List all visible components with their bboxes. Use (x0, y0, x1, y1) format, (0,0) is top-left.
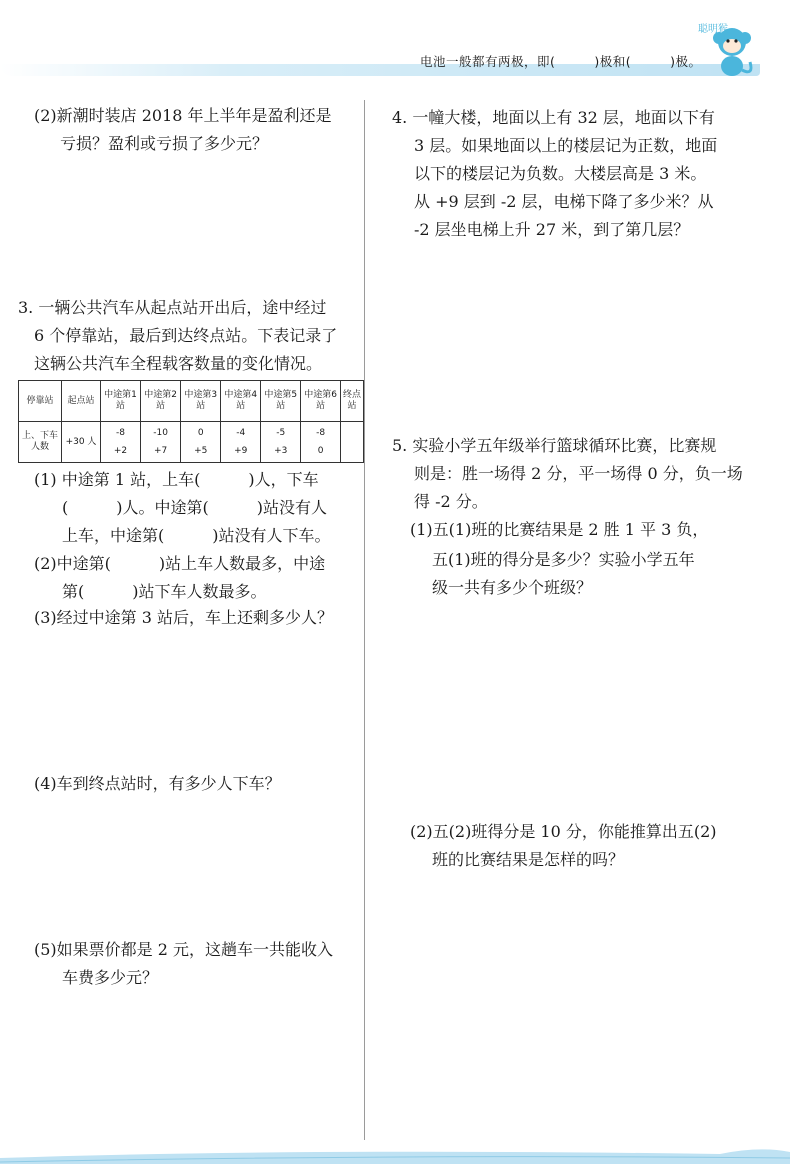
q3-5-line1: (5)如果票价都是 2 元，这趟车一共能收入 (34, 940, 334, 959)
q3-1-line2: ( )人。中途第( )站没有人 (62, 498, 327, 517)
q4-line3: 以下的楼层记为负数。大楼层高是 3 米。 (414, 164, 707, 183)
cell-off: -5 (276, 428, 286, 438)
table-header-cell: 中途第6站 (301, 381, 341, 422)
q5-1-line1: (1)五(1)班的比赛结果是 2 胜 1 平 3 负， (410, 520, 709, 539)
table-cell-start: +30 人 (62, 422, 101, 463)
table-header-cell: 中途第5站 (261, 381, 301, 422)
table-header-cell: 中途第4站 (221, 381, 261, 422)
cell-on: +7 (153, 446, 168, 456)
header-tip: 电池一般都有两极，即( )极和( )极。 (420, 54, 702, 69)
cell-off: 0 (197, 428, 204, 438)
q3-line1: 3. 一辆公共汽车从起点站开出后，途中经过 (18, 298, 327, 317)
q3-1-line3: 上车，中途第( )站没有人下车。 (62, 526, 331, 545)
cell-off: -8 (316, 428, 326, 438)
table-row (19, 422, 364, 463)
cell-off: -10 (153, 428, 168, 438)
q4-line2: 3 层。如果地面以上的楼层记为正数，地面 (414, 136, 718, 155)
table-header-cell: 中途第3站 (181, 381, 221, 422)
q4-line4: 从 +9 层到 -2 层，电梯下降了多少米？从 (414, 192, 714, 211)
q3-line2: 6 个停靠站，最后到达终点站。下表记录了 (34, 326, 338, 345)
q2-2-line1: (2)新潮时装店 2018 年上半年是盈利还是 (34, 106, 332, 125)
q3-5-line2: 车费多少元？ (62, 968, 159, 987)
table-header-cell: 中途第2站 (141, 381, 181, 422)
cell-off: -8 (116, 428, 125, 438)
passenger-table (18, 380, 364, 463)
cell-on: 0 (317, 446, 324, 456)
table-cell (101, 422, 141, 463)
cell-on: +3 (274, 446, 288, 456)
q5-1-line3: 级一共有多少个班级？ (432, 578, 593, 597)
table-row-label: 上、下车人数 (19, 422, 62, 463)
table-header-cell: 中途第1站 (101, 381, 141, 422)
q5-line3: 得 -2 分。 (414, 492, 488, 511)
q4-line1: 4. 一幢大楼，地面以上有 32 层，地面以下有 (392, 108, 715, 127)
table-cell (181, 422, 221, 463)
monkey-mascot-icon (692, 16, 758, 82)
q3-2-line2: 第( )站下车人数最多。 (62, 582, 267, 601)
footer-wave (0, 1144, 790, 1164)
table-cell (221, 422, 261, 463)
q4-line5: -2 层坐电梯上升 27 米，到了第几层？ (414, 220, 690, 239)
cell-on: +2 (113, 446, 128, 456)
q2-2-line2: 亏损？盈利或亏损了多少元？ (60, 134, 269, 153)
q5-2-line1: (2)五(2)班得分是 10 分，你能推算出五(2) (410, 822, 717, 841)
mascot-label: 聪明猴 (698, 24, 728, 35)
table-header-cell: 起点站 (62, 381, 101, 422)
cell-off: -4 (236, 428, 246, 438)
q3-line3: 这辆公共汽车全程载客数量的变化情况。 (34, 354, 323, 373)
q3-3: (3)经过中途第 3 站后，车上还剩多少人？ (34, 608, 334, 627)
q3-1-line1: (1) 中途第 1 站，上车( )人，下车 (34, 470, 319, 489)
column-divider (364, 100, 365, 1140)
q5-1-line2: 五(1)班的得分是多少？实验小学五年 (432, 550, 695, 569)
table-cell (301, 422, 341, 463)
cell-on: +5 (194, 446, 208, 456)
table-header-cell: 终点站 (341, 381, 364, 422)
table-cell (261, 422, 301, 463)
table-header-row (19, 381, 364, 422)
q5-line2: 则是：胜一场得 2 分，平一场得 0 分，负一场 (414, 464, 743, 483)
table-header-cell: 停靠站 (19, 381, 62, 422)
q5-2-line2: 班的比赛结果是怎样的吗？ (432, 850, 625, 869)
q3-4: (4)车到终点站时，有多少人下车？ (34, 774, 281, 793)
table-cell (141, 422, 181, 463)
cell-on: +9 (234, 446, 248, 456)
table-cell-end (341, 422, 364, 463)
q3-2-line1: (2)中途第( )站上车人数最多，中途 (34, 554, 326, 573)
q5-line1: 5. 实验小学五年级举行篮球循环比赛，比赛规 (392, 436, 717, 455)
